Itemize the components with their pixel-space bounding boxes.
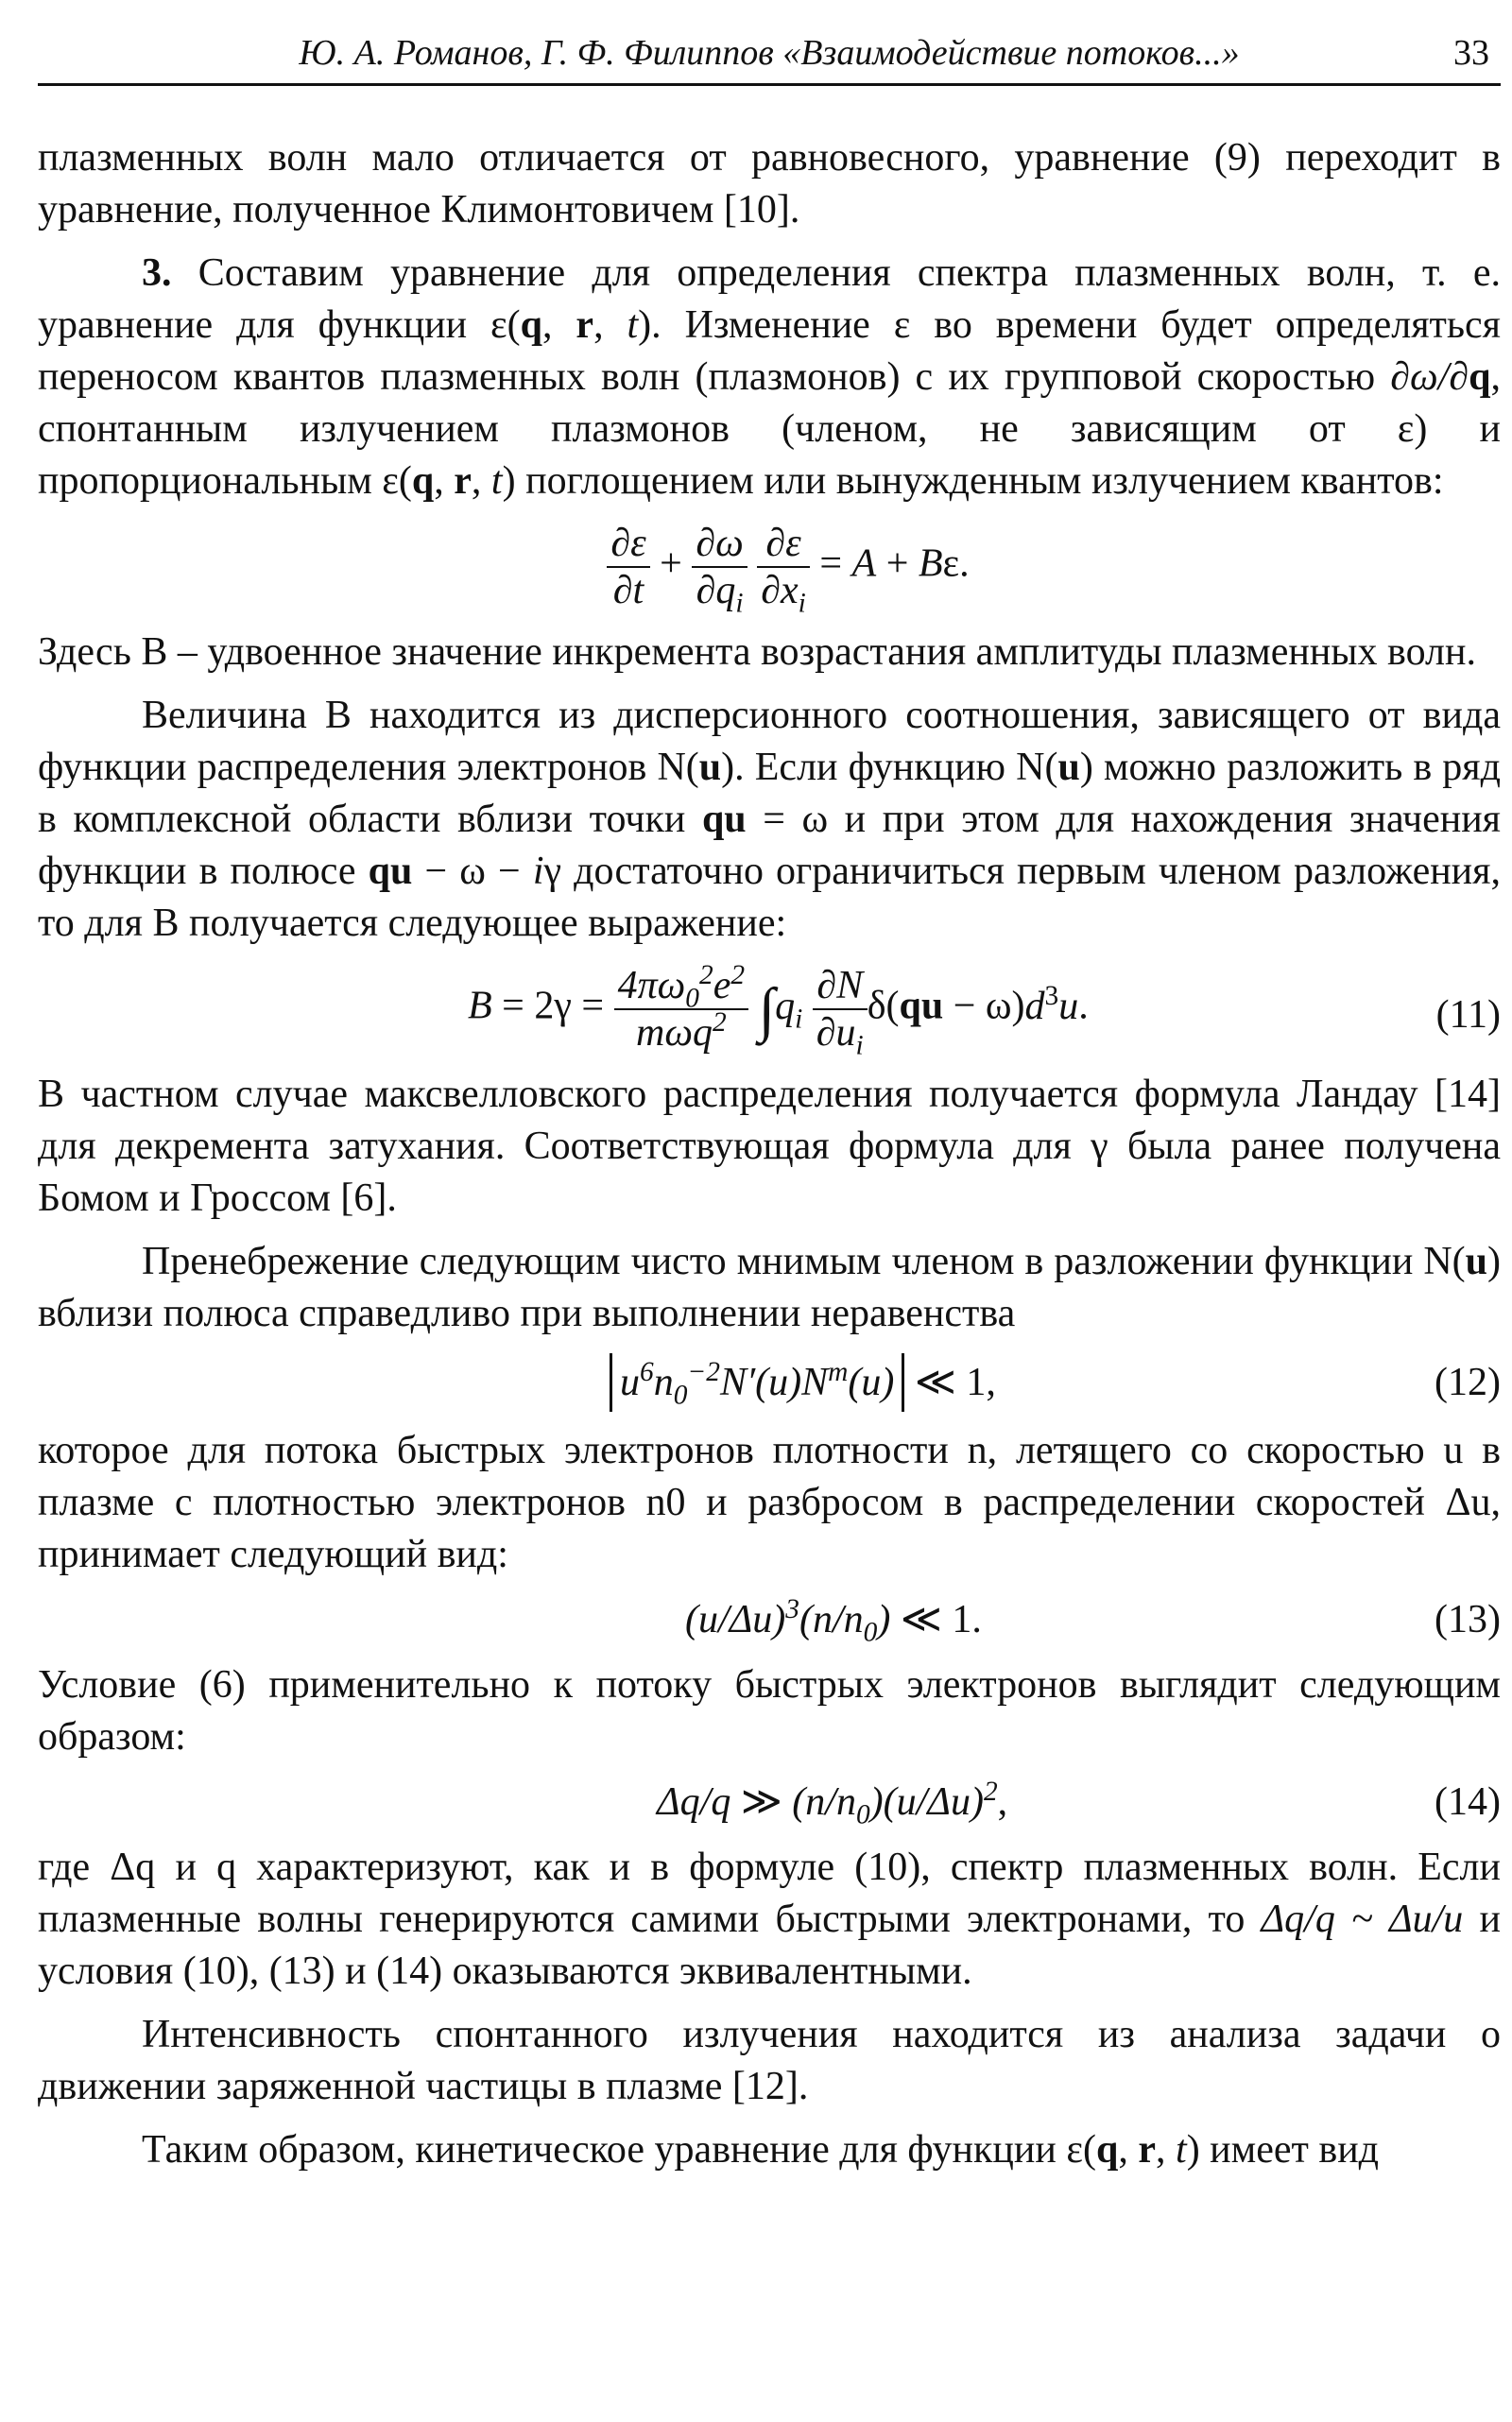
- equation-14-label: (14): [1435, 1780, 1501, 1824]
- paragraph-neglect: Пренебрежение следующим чисто мнимым членом в разложении функции N(u) вблизи полюса справедливо при выполнении неравенства: [38, 1240, 1501, 1335]
- paragraph-flow: которое для потока быстрых электронов плотности n, летящего со скоростью u в плазме с плотностью электронов n0 и разбросом в распределении скоростей Δu, принимает следующий вид:: [38, 1429, 1501, 1576]
- page-body: [38, 132, 1501, 2176]
- paragraph-intensity: Интенсивность спонтанного излучения находится из анализа задачи о движении заряженной частицы в плазме [12].: [38, 2013, 1501, 2108]
- paragraph-B-meaning: Здесь B – удвоенное значение инкремента возрастания амплитуды плазменных волн.: [38, 630, 1476, 674]
- paragraph-section-3: 3. Составим уравнение для определения спектра плазменных волн, т. е. уравнение для функции ε(q, r, t). Изменение ε во времени будет определяться переносом квантов плазменных волн (плазмонов) с их групповой скоростью ∂ω/∂q, спонтанным излучением плазмонов (членом, не зависящим от ε) и пропорциональным ε(q, r, t) поглощением или вынужденным излучением квантов:: [38, 251, 1501, 503]
- paragraph-condition: Условие (6) применительно к потоку быстрых электронов выглядит следующим образом:: [38, 1663, 1501, 1759]
- paragraph-final: Таким образом, кинетическое уравнение для функции ε(q, r, t) имеет вид: [142, 2128, 1380, 2172]
- paragraph-where: где Δq и q характеризуют, как и в формуле (10), спектр плазменных волн. Если плазменные волны генерируются самими быстрыми электронами, то Δq/q ~ Δu/u и условия (10), (13) и (14) оказываются эквивалентными.: [38, 1846, 1501, 1993]
- running-title: Ю. А. Романов, Г. Ф. Филиппов «Взаимодействие потоков...»: [299, 33, 1240, 73]
- paragraph-maxwell: В частном случае максвелловского распределения получается формула Ландау [14] для декремента затухания. Соответствующая формула для γ была ранее получена Бомом и Гроссом [6].: [38, 1073, 1501, 1220]
- equation-14: Δq/q ≫ $(n/n_0)(u/\Delta u)^2$, (14): [657, 1777, 1501, 1830]
- paragraph-B-definition: Величина B находится из дисперсионного соотношения, зависящего от вида функции распределения электронов N(u). Если функцию N(u) можно разложить в ряд в комплексной области вблизи точки qu = ω и при этом для нахождения значения функции в полюсе qu − ω − iγ достаточно ограничиться первым членом разложения, то для B получается следующее выражение:: [38, 694, 1501, 945]
- equation-12-label: (12): [1435, 1361, 1501, 1404]
- running-header: [38, 13, 1501, 86]
- equation-13-label: (13): [1435, 1598, 1501, 1641]
- equation-11-label: (11): [1435, 993, 1501, 1037]
- equation-13: $(u/\Delta u)^3(n/n_0)$ ≪ 1. (13): [685, 1594, 1501, 1648]
- page-number: 33: [1453, 33, 1489, 73]
- equation-12: $u^6n_0^{-2}N'(u)N^m(u)$ ≪ 1, (12): [38, 1353, 1501, 1412]
- section-number: 3.: [142, 251, 172, 295]
- equation-kinetic: $\frac{\partial\varepsilon}{\partial t}$ + $\frac{\partial\omega}{\partial q_i}$ $\frac{\partial\varepsilon}{\partial x_i}$ = A + Bε.: [38, 521, 1501, 613]
- equation-11: B = 2γ = $\frac{4\pi\omega_0^2e^2}{m\omega q^2}$ $\int q_i$ $\frac{\partial N}{\partial u_i}$ $\delta(qu - \omega)d^3u$. (11): [468, 960, 1501, 1061]
- paragraph-continuation: плазменных волн мало отличается от равновесного, уравнение (9) переходит в уравнение, полученное Климонтовичем [10].: [38, 136, 1501, 232]
